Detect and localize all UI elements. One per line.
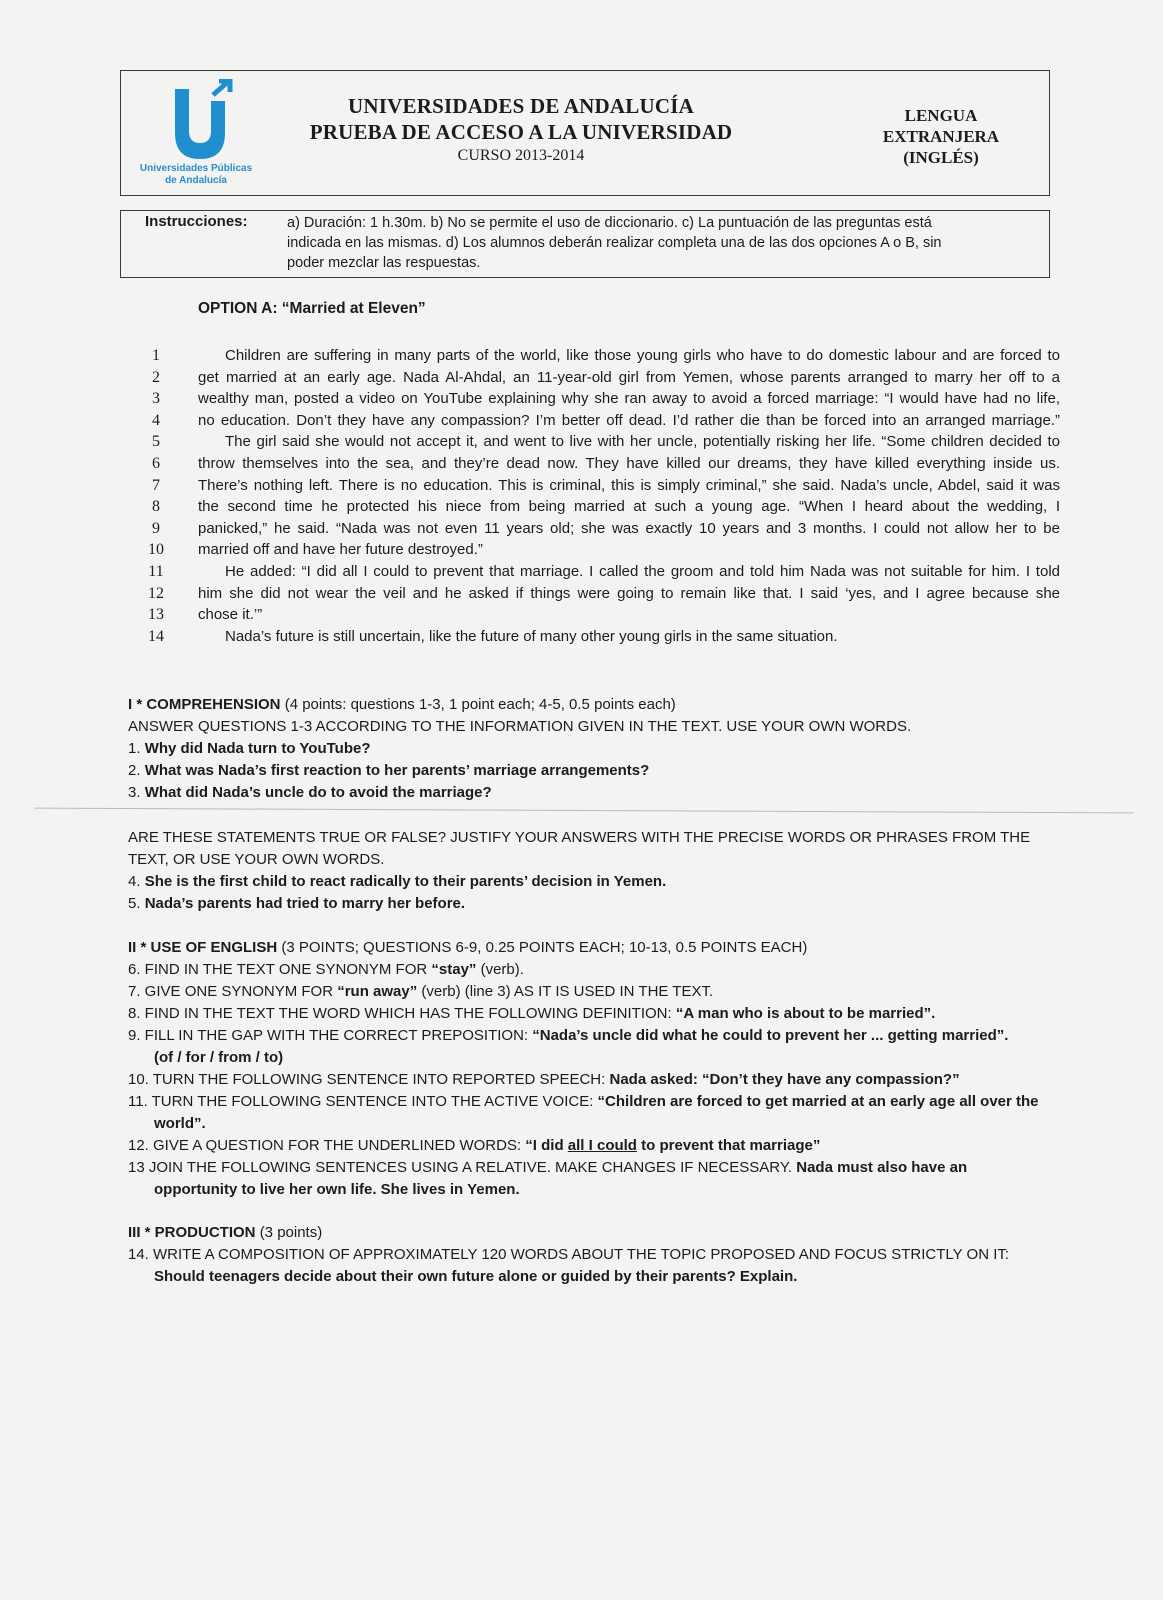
passage-line: [140, 431, 1060, 453]
production-section: [128, 1222, 1063, 1288]
instructions-line1: a) Duración: 1 h.30m. b) No se permite el uso de diccionario. c) La puntuación de las preguntas está: [287, 215, 932, 231]
instructions-label: Instrucciones:: [145, 213, 248, 230]
underlined-words: all I could: [567, 1137, 637, 1154]
question-text: Nada’s parents had tried to marry her before.: [144, 895, 466, 912]
passage-line: [140, 410, 1060, 432]
exam-title: [281, 93, 761, 167]
question-keyword: “A man who is about to be married”.: [675, 1005, 936, 1022]
line-text: wealthy man, posted a video on YouTube explaining why she ran away to avoid a forced marriage: “I would have had no life,: [198, 390, 1060, 408]
line-text: The girl said she would not accept it, and went to live with her uncle, potentially risking her life. “Some children decided to: [225, 433, 1060, 451]
line-text: married off and have her future destroyed.”: [198, 541, 483, 559]
comprehension-points: (4 points: questions 1-3, 1 point each; 4-5, 0.5 points each): [284, 696, 676, 713]
question-13-continued: [128, 1179, 1063, 1201]
quote-end: to prevent that marriage”: [636, 1137, 821, 1154]
line-number: 10: [148, 541, 164, 559]
logo-caption-line1: Universidades Públicas: [139, 163, 253, 174]
line-number: 2: [152, 368, 160, 386]
quote-start: “I did: [525, 1137, 568, 1154]
question-7: [128, 981, 1063, 1003]
line-number: 5: [152, 433, 160, 451]
comprehension-instruction: ANSWER QUESTIONS 1-3 ACCORDING TO THE INFORMATION GIVEN IN THE TEXT. USE YOUR OWN WORDS.: [128, 718, 912, 735]
reading-passage: [140, 345, 1060, 647]
question-14: 14. WRITE A COMPOSITION OF APPROXIMATELY 120 WORDS ABOUT THE TOPIC PROPOSED AND FOCUS STRICTLY ON IT:: [128, 1246, 1010, 1263]
question-12: [128, 1135, 1063, 1157]
line-text: Nada’s future is still uncertain, like the future of many other young girls in the same situation.: [225, 627, 838, 645]
line-text: no education. Don’t they have any compassion? I’m better off dead. I’d rather die than be forced into an arranged marriage.”: [198, 411, 1060, 429]
question-number: 3.: [128, 784, 141, 801]
question-number: 4.: [128, 873, 141, 890]
instructions-text: [287, 213, 1027, 273]
question-text: 13 JOIN THE FOLLOWING SENTENCES USING A RELATIVE. MAKE CHANGES IF NECESSARY.: [128, 1159, 797, 1176]
use-of-english-heading: II * USE OF ENGLISH: [128, 939, 278, 956]
question-keyword: Nada must also have an: [796, 1159, 968, 1176]
subject-line1: LENGUA: [904, 106, 978, 125]
question-1: [128, 738, 1063, 760]
line-number: 11: [148, 562, 164, 580]
passage-line: [140, 345, 1060, 367]
question-3: [128, 782, 1063, 804]
question-keyword: Nada asked: “Don’t they have any compassion?”: [609, 1071, 960, 1088]
question-text: What did Nada’s uncle do to avoid the marriage?: [144, 784, 492, 801]
instructions-box: [120, 210, 1050, 278]
question-text: What was Nada’s first reaction to her parents’ marriage arrangements?: [144, 762, 650, 779]
production-points: (3 points): [259, 1224, 323, 1241]
line-text: Children are suffering in many parts of the world, like those young girls who have to do domestic labour and are forced to: [225, 347, 1060, 364]
question-keyword: “Nada’s uncle did what he could to prevent her ... getting married”.: [532, 1027, 1009, 1044]
line-text: chose it.’”: [198, 606, 263, 624]
line-number: 14: [148, 627, 164, 645]
tf-instruction-line2: TEXT, OR USE YOUR OWN WORDS.: [128, 851, 385, 868]
question-10: [128, 1069, 1063, 1091]
logo-u-icon: [169, 79, 235, 161]
use-of-english-points: (3 POINTS; QUESTIONS 6-9, 0.25 POINTS EACH; 10-13, 0.5 POINTS EACH): [281, 939, 808, 956]
question-11: [128, 1091, 1063, 1113]
header-box: [120, 70, 1050, 196]
question-number: 5.: [128, 895, 141, 912]
question-number: 1.: [128, 740, 141, 757]
question-keyword: world”.: [154, 1115, 206, 1132]
question-5: [128, 893, 1063, 915]
question-2: [128, 760, 1063, 782]
university-logo: [131, 77, 261, 189]
question-9: [128, 1025, 1063, 1047]
question-text: She is the first child to react radically to their parents’ decision in Yemen.: [144, 873, 667, 890]
line-text: He added: “I did all I could to prevent that marriage. I called the groom and told him Nada was not suitable for him. I told: [225, 562, 1060, 580]
question-text: 8. FIND IN THE TEXT THE WORD WHICH HAS THE FOLLOWING DEFINITION:: [128, 1005, 676, 1022]
question-keyword: opportunity to live her own life. She lives in Yemen.: [154, 1181, 520, 1198]
passage-line: [140, 367, 1060, 389]
logo-caption-line2: de Andalucía: [165, 175, 227, 186]
subject-line3: (INGLÉS): [903, 148, 979, 167]
line-number: 13: [148, 606, 164, 624]
question-13: [128, 1157, 1063, 1179]
question-4: [128, 871, 1063, 893]
question-text: 12. GIVE A QUESTION FOR THE UNDERLINED WORDS:: [128, 1137, 526, 1154]
production-heading-line: [128, 1222, 1063, 1244]
line-text: get married at an early age. Nada Al-Ahdal, an 11-year-old girl from Yemen, whose parents arranged to marry her off to a: [198, 368, 1060, 386]
logo-caption: [131, 163, 261, 187]
use-of-english-heading-line: [128, 937, 1063, 959]
passage-line: [140, 561, 1060, 583]
title-line3: CURSO 2013-2014: [457, 147, 585, 164]
line-number: 7: [152, 476, 160, 494]
line-number: 1: [152, 347, 160, 364]
passage-line: [140, 388, 1060, 410]
question-number: 2.: [128, 762, 141, 779]
question-text: (verb) (line 3) AS IT IS USED IN THE TEXT.: [417, 983, 714, 1000]
line-text: him she did not wear the veil and he asked if things were going to remain like that. I said ‘yes, and I agree because she: [198, 584, 1060, 602]
question-options: (of / for / from / to): [154, 1049, 284, 1066]
tf-instruction-line1: ARE THESE STATEMENTS TRUE OR FALSE? JUSTIFY YOUR ANSWERS WITH THE PRECISE WORDS OR PHRASES FROM THE: [128, 829, 1031, 846]
comprehension-heading: I * COMPREHENSION: [128, 696, 281, 713]
option-title: OPTION A: “Married at Eleven”: [198, 300, 426, 317]
question-text: (verb).: [476, 961, 524, 978]
passage-line: [140, 583, 1060, 605]
passage-line: [140, 604, 1060, 626]
subject-line2: EXTRANJERA: [882, 127, 1000, 146]
question-text: 9. FILL IN THE GAP WITH THE CORRECT PREPOSITION:: [128, 1027, 533, 1044]
question-6: [128, 959, 1063, 981]
comprehension-heading-line: [128, 694, 1063, 716]
question-9-options: [128, 1047, 1063, 1069]
line-number: 6: [152, 454, 160, 472]
line-text: panicked,” he said. “Nada was not even 11 years old; she was exactly 10 years and 3 months. I could not allow her to be: [198, 519, 1060, 537]
line-number: 8: [152, 498, 160, 516]
question-8: [128, 1003, 1063, 1025]
title-line1: UNIVERSIDADES DE ANDALUCÍA: [348, 94, 694, 118]
line-text: There’s nothing left. There is no education. This is criminal, this is simply criminal,” she said. Nada’s uncle, Abdel, said it was: [198, 476, 1060, 494]
question-text: 6. FIND IN THE TEXT ONE SYNONYM FOR: [128, 961, 432, 978]
line-number: 4: [152, 411, 160, 429]
production-heading: III * PRODUCTION: [128, 1224, 256, 1241]
passage-line: [140, 475, 1060, 497]
question-14-topic: [128, 1266, 1063, 1288]
question-11-continued: [128, 1113, 1063, 1135]
passage-line: [140, 496, 1060, 518]
comprehension-section: [128, 694, 1063, 804]
passage-line: [140, 539, 1060, 561]
line-number: 3: [152, 390, 160, 408]
title-line2: PRUEBA DE ACCESO A LA UNIVERSIDAD: [309, 120, 733, 144]
line-text: throw themselves into the sea, and they’re dead now. They have killed our dreams, they have killed everything inside us.: [198, 454, 1060, 472]
question-keyword: “stay”: [431, 961, 477, 978]
question-keyword: “run away”: [337, 983, 418, 1000]
instructions-line3: poder mezclar las respuestas.: [287, 255, 481, 271]
line-number: 12: [148, 584, 164, 602]
passage-line: [140, 453, 1060, 475]
composition-topic: Should teenagers decide about their own future alone or guided by their parents? Explain.: [154, 1268, 798, 1285]
true-false-section: [128, 827, 1063, 915]
passage-line: [140, 626, 1060, 648]
line-text: the second time he protected his niece from being married at such a young age. “When I heard about the wedding, I: [198, 498, 1060, 516]
question-text: 11. TURN THE FOLLOWING SENTENCE INTO THE ACTIVE VOICE:: [128, 1093, 598, 1110]
passage-line: [140, 518, 1060, 540]
use-of-english-section: [128, 937, 1063, 1201]
question-text: Why did Nada turn to YouTube?: [144, 740, 371, 757]
scan-artifact-line: [34, 808, 1134, 814]
question-keyword: [525, 1137, 820, 1154]
question-text: 7. GIVE ONE SYNONYM FOR: [128, 983, 338, 1000]
question-keyword: “Children are forced to get married at an early age all over the: [597, 1093, 1039, 1110]
line-number: 9: [152, 519, 160, 537]
question-text: 10. TURN THE FOLLOWING SENTENCE INTO REPORTED SPEECH:: [128, 1071, 610, 1088]
instructions-line2: indicada en las mismas. d) Los alumnos deberán realizar completa una de las dos opciones A o B, sin: [287, 235, 942, 251]
subject-label: [846, 105, 1036, 168]
